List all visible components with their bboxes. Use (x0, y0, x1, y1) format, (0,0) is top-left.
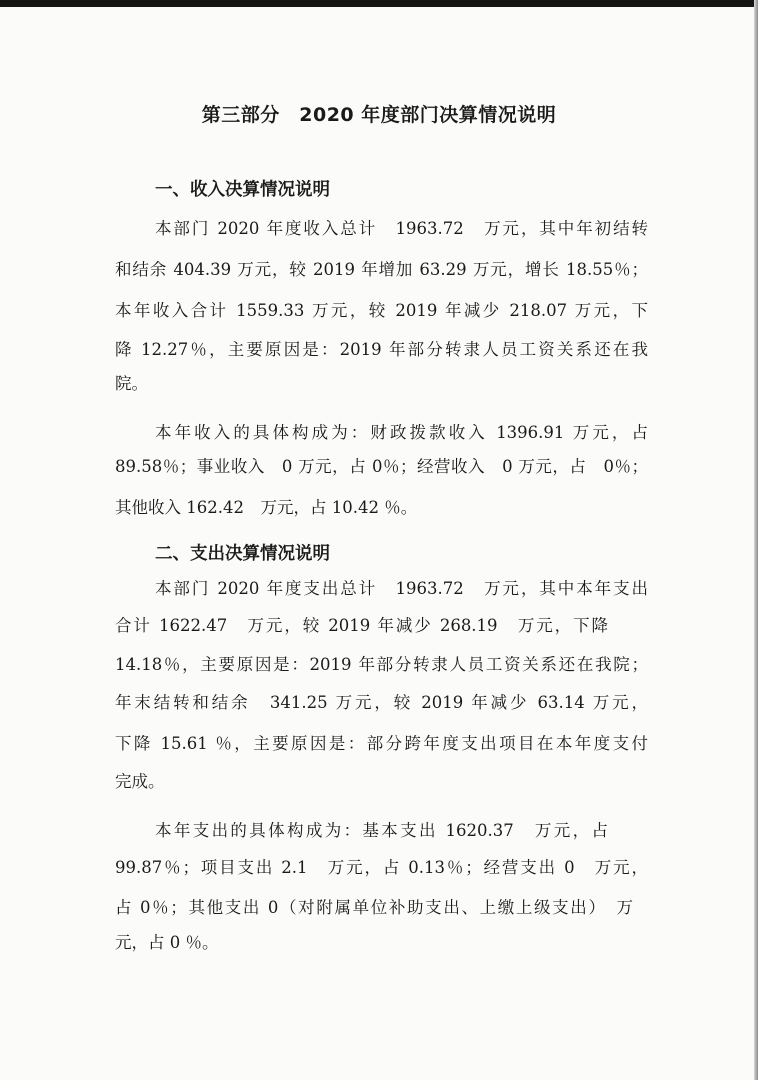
paragraph-line: 降 12.27％，主要原因是：2019 年部分转隶人员工资关系还在我 (115, 340, 648, 359)
paragraph-line: 年末结转和结余 341.25 万元，较 2019 年减少 63.14 万元， (115, 693, 648, 712)
paragraph-line: 下降 15.61 ％，主要原因是：部分跨年度支出项目在本年度支付 (115, 734, 648, 753)
paragraph-line: 本部门 2020 年度支出总计 1963.72 万元，其中本年支出 (155, 579, 648, 598)
paragraph-line: 本年收入的具体构成为：财政拨款收入 1396.91 万元，占 (155, 423, 648, 442)
paragraph-line: 合计 1622.47 万元，较 2019 年减少 268.19 万元，下降 (115, 616, 608, 635)
paragraph-line: 本部门 2020 年度收入总计 1963.72 万元，其中年初结转 (155, 219, 648, 238)
scan-top-edge (0, 0, 758, 7)
paragraph-line: 89.58％；事业收入 0 万元，占 0％；经营收入 0 万元，占 0％； (115, 457, 648, 476)
paragraph-line: 本年支出的具体构成为：基本支出 1620.37 万元，占 (155, 821, 608, 840)
paragraph-line: 14.18％，主要原因是：2019 年部分转隶人员工资关系还在我院； (115, 655, 648, 674)
section-heading-income: 一、收入决算情况说明 (155, 180, 330, 200)
page-title: 第三部分 2020 年度部门决算情况说明 (201, 104, 557, 126)
paragraph-line: 元，占 0 ％。 (115, 933, 219, 952)
paragraph-line: 占 0％；其他支出 0（对附属单位补助支出、上缴上级支出） 万 (115, 898, 633, 917)
section-heading-expense: 二、支出决算情况说明 (155, 544, 330, 564)
paragraph-line: 99.87％；项目支出 2.1 万元，占 0.13％；经营支出 0 万元， (115, 858, 648, 877)
paragraph-line: 和结余 404.39 万元，较 2019 年增加 63.29 万元，增长 18.55％； (115, 260, 648, 279)
paragraph-line: 其他收入 162.42 万元，占 10.42 ％。 (115, 498, 418, 517)
paragraph-line: 完成。 (115, 772, 165, 791)
paragraph-line: 院。 (115, 374, 148, 393)
scan-right-edge (754, 0, 758, 1080)
paragraph-line: 本年收入合计 1559.33 万元，较 2019 年减少 218.07 万元，下 (115, 301, 648, 320)
